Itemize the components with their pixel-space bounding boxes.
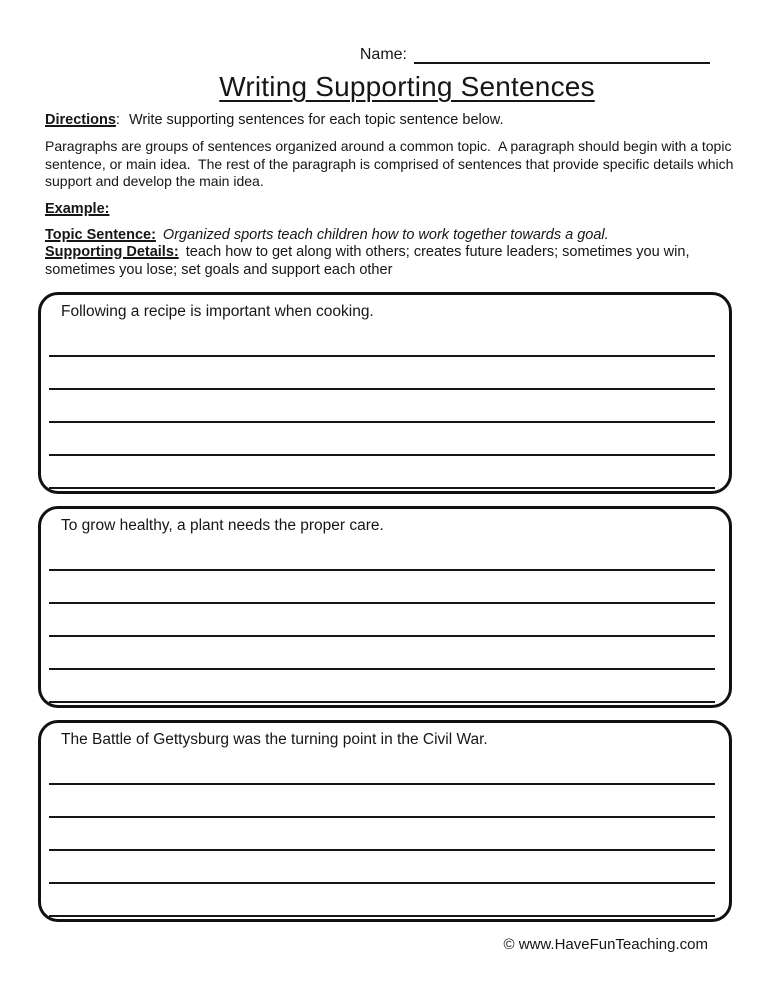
supporting-details-text: teach how to get along with others; creates future leaders; sometimes you win, sometimes you lose; set goals and support each other bbox=[45, 244, 690, 278]
write-line bbox=[49, 390, 715, 423]
prompt-box-3 bbox=[38, 720, 732, 922]
write-line bbox=[49, 818, 715, 851]
directions-text: Write supporting sentences for each topic sentence below. bbox=[128, 112, 504, 128]
write-line bbox=[49, 571, 715, 604]
supporting-details-line bbox=[45, 244, 741, 279]
topic-sentence-line bbox=[45, 227, 741, 245]
box-topic-sentence: The Battle of Gettysburg was the turning point in the Civil War. bbox=[61, 731, 488, 748]
name-label: Name: bbox=[359, 46, 407, 63]
write-line bbox=[49, 670, 715, 703]
directions-line bbox=[45, 111, 727, 129]
prompt-box-1 bbox=[38, 292, 732, 494]
prompt-box-2 bbox=[38, 506, 732, 708]
intro-paragraph: Paragraphs are groups of sentences organized around a common topic. A paragraph should begin with a topic sentence, or main idea. The rest of the paragraph is comprised of sentences that provide specific details which support and develop the main idea. bbox=[45, 138, 738, 189]
page-title: Writing Supporting Sentences bbox=[219, 71, 595, 102]
write-line bbox=[49, 884, 715, 917]
write-line bbox=[49, 637, 715, 670]
write-line bbox=[49, 456, 715, 489]
box-topic-sentence: To grow healthy, a plant needs the proper care. bbox=[61, 517, 384, 534]
write-line bbox=[49, 750, 715, 785]
write-line bbox=[49, 851, 715, 884]
directions-colon: : bbox=[115, 112, 120, 128]
write-line bbox=[49, 785, 715, 818]
write-lines bbox=[49, 750, 715, 917]
footer-copyright: © www.HaveFunTeaching.com bbox=[503, 936, 708, 953]
write-line bbox=[49, 423, 715, 456]
example-heading-label: Example: bbox=[45, 200, 110, 217]
name-row bbox=[45, 46, 710, 64]
write-line bbox=[49, 322, 715, 357]
topic-sentence-text: Organized sports teach children how to work together towards a goal. bbox=[162, 226, 609, 243]
write-line bbox=[49, 604, 715, 637]
write-line bbox=[49, 357, 715, 390]
directions-label: Directions bbox=[45, 112, 116, 128]
write-lines bbox=[49, 322, 715, 489]
name-blank-line bbox=[414, 48, 710, 64]
write-lines bbox=[49, 536, 715, 703]
box-topic-sentence: Following a recipe is important when cooking. bbox=[61, 303, 374, 320]
example-heading bbox=[45, 201, 727, 218]
topic-sentence-label: Topic Sentence: bbox=[45, 226, 156, 243]
write-line bbox=[49, 536, 715, 571]
supporting-details-label: Supporting Details: bbox=[45, 244, 179, 260]
